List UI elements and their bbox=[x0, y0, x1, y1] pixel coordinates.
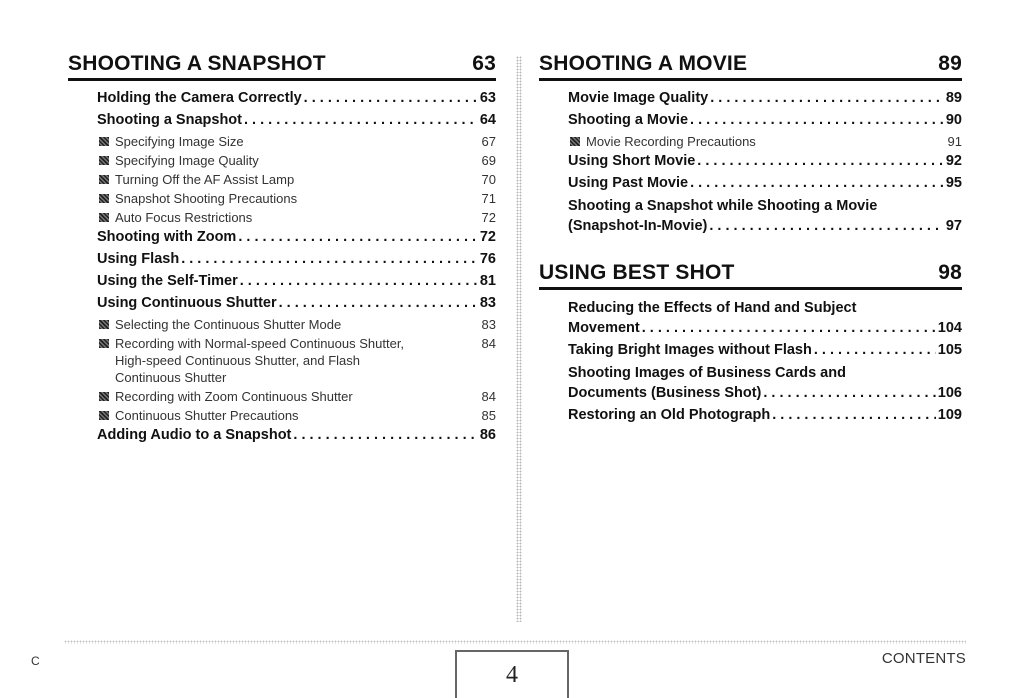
column-divider bbox=[516, 56, 522, 622]
toc-subentry[interactable] bbox=[97, 133, 496, 150]
dot-leader bbox=[690, 174, 944, 193]
subentry-title: Specifying Image Size bbox=[115, 134, 244, 149]
subentry-page: 84 bbox=[481, 336, 496, 351]
hatched-square-icon bbox=[99, 137, 109, 146]
section-entries bbox=[539, 89, 962, 236]
entry-title: Movie Image Quality bbox=[568, 90, 709, 106]
toc-entry[interactable] bbox=[97, 111, 496, 130]
hatched-square-icon bbox=[570, 137, 580, 146]
entry-title-line2-row bbox=[568, 216, 962, 236]
section-entries bbox=[68, 89, 496, 445]
toc-entry[interactable] bbox=[568, 174, 962, 193]
toc-entry[interactable] bbox=[568, 341, 962, 360]
subentry-page: 83 bbox=[481, 317, 496, 332]
toc-left-column bbox=[68, 52, 496, 448]
subentry-page: 72 bbox=[481, 210, 496, 225]
entry-page: 106 bbox=[937, 385, 962, 401]
entry-title: Using Flash bbox=[97, 251, 180, 267]
subentry-page: 71 bbox=[481, 191, 496, 206]
entry-title-line1: Reducing the Effects of Hand and Subject bbox=[568, 300, 857, 316]
entry-page: 63 bbox=[479, 90, 496, 106]
entry-page: 72 bbox=[479, 229, 496, 245]
subentry-title: Auto Focus Restrictions bbox=[115, 210, 253, 225]
entry-page: 105 bbox=[937, 342, 962, 358]
dot-leader bbox=[244, 111, 478, 130]
entry-page: 97 bbox=[945, 218, 962, 234]
entry-title: Using Past Movie bbox=[568, 175, 689, 191]
dot-leader bbox=[238, 228, 478, 247]
subentry-title: Movie Recording Precautions bbox=[586, 134, 756, 149]
entry-page: 95 bbox=[945, 175, 962, 191]
entry-title: Using Short Movie bbox=[568, 153, 696, 169]
dot-leader bbox=[240, 272, 478, 291]
footer-rule bbox=[64, 640, 966, 644]
entry-page: 90 bbox=[945, 112, 962, 128]
hatched-square-icon bbox=[99, 320, 109, 329]
page-number-box bbox=[455, 650, 569, 698]
subentry-title: Turning Off the AF Assist Lamp bbox=[115, 172, 295, 187]
subentry-page: 85 bbox=[481, 408, 496, 423]
toc-right-column bbox=[539, 52, 962, 428]
toc-subentry[interactable] bbox=[97, 388, 496, 405]
entry-title: Taking Bright Images without Flash bbox=[568, 342, 812, 358]
toc-subentry[interactable] bbox=[97, 209, 496, 226]
subentry-title: Recording with Zoom Continuous Shutter bbox=[115, 389, 353, 404]
entry-title-line1: Shooting Images of Business Cards and bbox=[568, 365, 846, 381]
toc-entry[interactable] bbox=[568, 406, 962, 425]
subentry-page: 91 bbox=[947, 134, 962, 149]
entry-title-line2: Movement bbox=[568, 320, 640, 336]
section-gap bbox=[539, 239, 962, 261]
dot-leader bbox=[181, 250, 478, 269]
section-page: 63 bbox=[472, 52, 496, 75]
toc-entry[interactable] bbox=[568, 89, 962, 108]
subentry-title: Recording with Normal-speed Continuous Shutter, High-speed Continuous Shutter, and Flash Continuous Shutter bbox=[115, 336, 405, 385]
entry-title: Restoring an Old Photograph bbox=[568, 407, 771, 423]
toc-subentry[interactable] bbox=[97, 407, 496, 424]
section-title: USING BEST SHOT bbox=[539, 261, 735, 284]
dot-leader bbox=[697, 152, 944, 171]
hatched-square-icon bbox=[99, 156, 109, 165]
dot-leader bbox=[772, 406, 936, 425]
entry-title-line2: Documents (Business Shot) bbox=[568, 385, 762, 401]
entry-title: Holding the Camera Correctly bbox=[97, 90, 302, 106]
dot-leader bbox=[279, 294, 478, 313]
toc-subentry[interactable] bbox=[97, 171, 496, 188]
toc-entry[interactable] bbox=[97, 250, 496, 269]
side-mark: C bbox=[31, 654, 40, 668]
entry-title: Using Continuous Shutter bbox=[97, 295, 277, 311]
entry-page: 104 bbox=[937, 320, 962, 336]
entry-page: 76 bbox=[479, 251, 496, 267]
toc-entry[interactable] bbox=[568, 363, 962, 403]
hatched-square-icon bbox=[99, 194, 109, 203]
toc-entry[interactable] bbox=[97, 272, 496, 291]
toc-entry[interactable] bbox=[568, 298, 962, 338]
dot-leader bbox=[710, 89, 944, 108]
entry-title-line2: (Snapshot-In-Movie) bbox=[568, 218, 708, 234]
section-title: SHOOTING A SNAPSHOT bbox=[68, 52, 326, 75]
entry-title: Shooting a Movie bbox=[568, 112, 689, 128]
toc-subentry[interactable] bbox=[97, 316, 496, 333]
entry-title-line1: Shooting a Snapshot while Shooting a Movie bbox=[568, 198, 878, 214]
toc-entry[interactable] bbox=[97, 89, 496, 108]
dot-leader bbox=[709, 216, 944, 236]
hatched-square-icon bbox=[99, 411, 109, 420]
entry-page: 92 bbox=[945, 153, 962, 169]
toc-entry[interactable] bbox=[97, 294, 496, 313]
subentry-page: 69 bbox=[481, 153, 496, 168]
toc-subentry[interactable] bbox=[568, 133, 962, 150]
section-page: 89 bbox=[938, 52, 962, 75]
hatched-square-icon bbox=[99, 392, 109, 401]
subentry-title: Specifying Image Quality bbox=[115, 153, 259, 168]
entry-page: 86 bbox=[479, 427, 496, 443]
dot-leader bbox=[690, 111, 944, 130]
section-heading bbox=[68, 52, 496, 81]
section-page: 98 bbox=[938, 261, 962, 284]
toc-entry[interactable] bbox=[97, 426, 496, 445]
dot-leader bbox=[814, 341, 936, 360]
subentry-page: 67 bbox=[481, 134, 496, 149]
entry-page: 89 bbox=[945, 90, 962, 106]
subentry-page: 70 bbox=[481, 172, 496, 187]
subentry-title: Continuous Shutter Precautions bbox=[115, 408, 299, 423]
dot-leader bbox=[642, 318, 936, 338]
subentry-page: 84 bbox=[481, 389, 496, 404]
toc-entry[interactable] bbox=[568, 111, 962, 130]
dot-leader bbox=[304, 89, 478, 108]
toc-subentry[interactable] bbox=[97, 152, 496, 169]
dot-leader bbox=[763, 383, 935, 403]
toc-subentry[interactable] bbox=[97, 335, 496, 386]
hatched-square-icon bbox=[99, 339, 109, 348]
section-heading bbox=[539, 52, 962, 81]
subentry-title: Snapshot Shooting Precautions bbox=[115, 191, 298, 206]
entry-page: 83 bbox=[479, 295, 496, 311]
entry-title: Shooting with Zoom bbox=[97, 229, 237, 245]
entry-title: Adding Audio to a Snapshot bbox=[97, 427, 292, 443]
hatched-square-icon bbox=[99, 213, 109, 222]
toc-entry[interactable] bbox=[568, 152, 962, 171]
entry-title-line2-row bbox=[568, 318, 962, 338]
entry-title: Shooting a Snapshot bbox=[97, 112, 242, 128]
subentry-title: Selecting the Continuous Shutter Mode bbox=[115, 317, 342, 332]
entry-title-line2-row bbox=[568, 383, 962, 403]
footer-label: CONTENTS bbox=[881, 650, 966, 667]
hatched-square-icon bbox=[99, 175, 109, 184]
dot-leader bbox=[293, 426, 477, 445]
entry-page: 109 bbox=[937, 407, 962, 423]
section-entries bbox=[539, 298, 962, 425]
toc-subentry[interactable] bbox=[97, 190, 496, 207]
toc-entry[interactable] bbox=[97, 228, 496, 247]
entry-page: 64 bbox=[479, 112, 496, 128]
page-number: 4 bbox=[506, 662, 518, 688]
section-title: SHOOTING A MOVIE bbox=[539, 52, 748, 75]
section-heading bbox=[539, 261, 962, 290]
entry-title: Using the Self-Timer bbox=[97, 273, 238, 289]
entry-page: 81 bbox=[479, 273, 496, 289]
toc-entry[interactable] bbox=[568, 196, 962, 236]
